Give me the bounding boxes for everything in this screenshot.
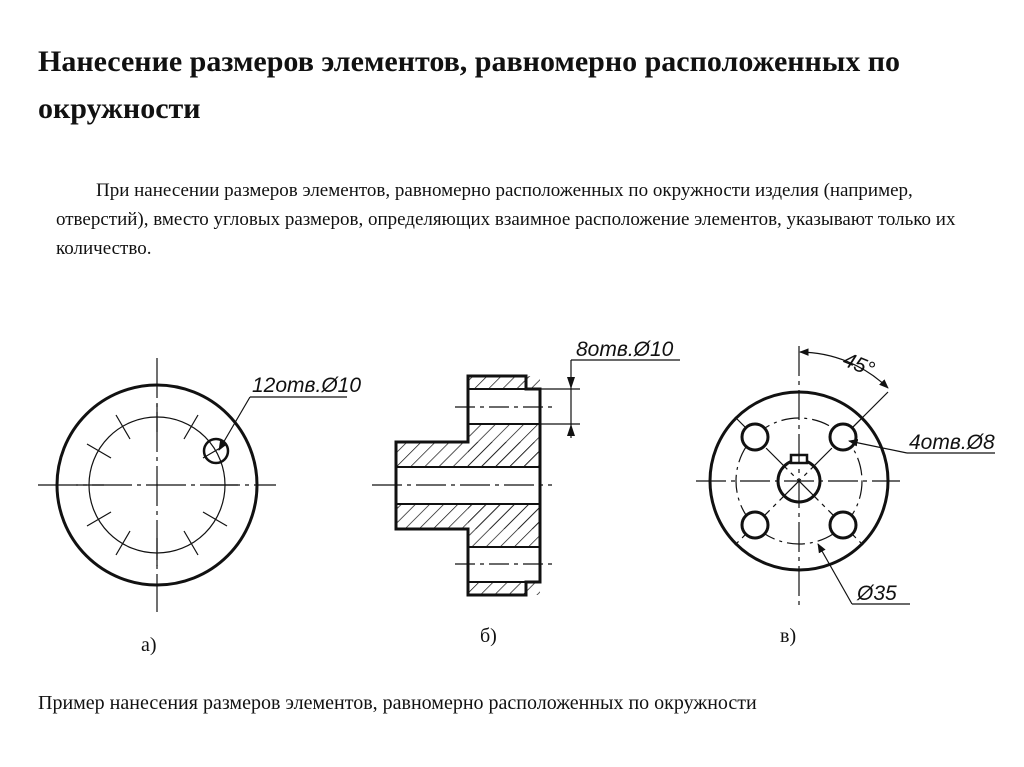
- figure-a-label: а): [141, 634, 157, 656]
- figure-c-hole-4: [830, 512, 856, 538]
- figure-c-diameter-leader: [818, 544, 852, 604]
- figure-c: [696, 346, 995, 608]
- figure-c-hole-1: [742, 424, 768, 450]
- intro-text: При нанесении размеров элементов, равномерно расположенных по окружности изделия (например, отверстий), вместо угловых размеров, определяющих взаимное расположение элементов, указывают только их количество.: [56, 180, 956, 259]
- figure-c-hole-3: [742, 512, 768, 538]
- figure-caption: Пример нанесения размеров элементов, равномерно расположенных по окружности: [38, 692, 757, 714]
- figure-a-leader: [219, 397, 250, 450]
- figure-a-dimension-text: 12отв.Ø10: [252, 374, 362, 397]
- figure-c-diameter-text: Ø35: [857, 582, 897, 605]
- figure-c-holes-text: 4отв.Ø8: [909, 431, 995, 454]
- figure-b: [372, 360, 680, 595]
- figure-b-label: б): [480, 625, 497, 647]
- figure-b-dimension-text: 8отв.Ø10: [576, 338, 674, 361]
- slide-title: Нанесение размеров элементов, равномерно расположенных по окружности: [38, 45, 901, 125]
- figure-c-label: в): [780, 625, 797, 647]
- figure-c-angle-text: 45°: [839, 348, 878, 382]
